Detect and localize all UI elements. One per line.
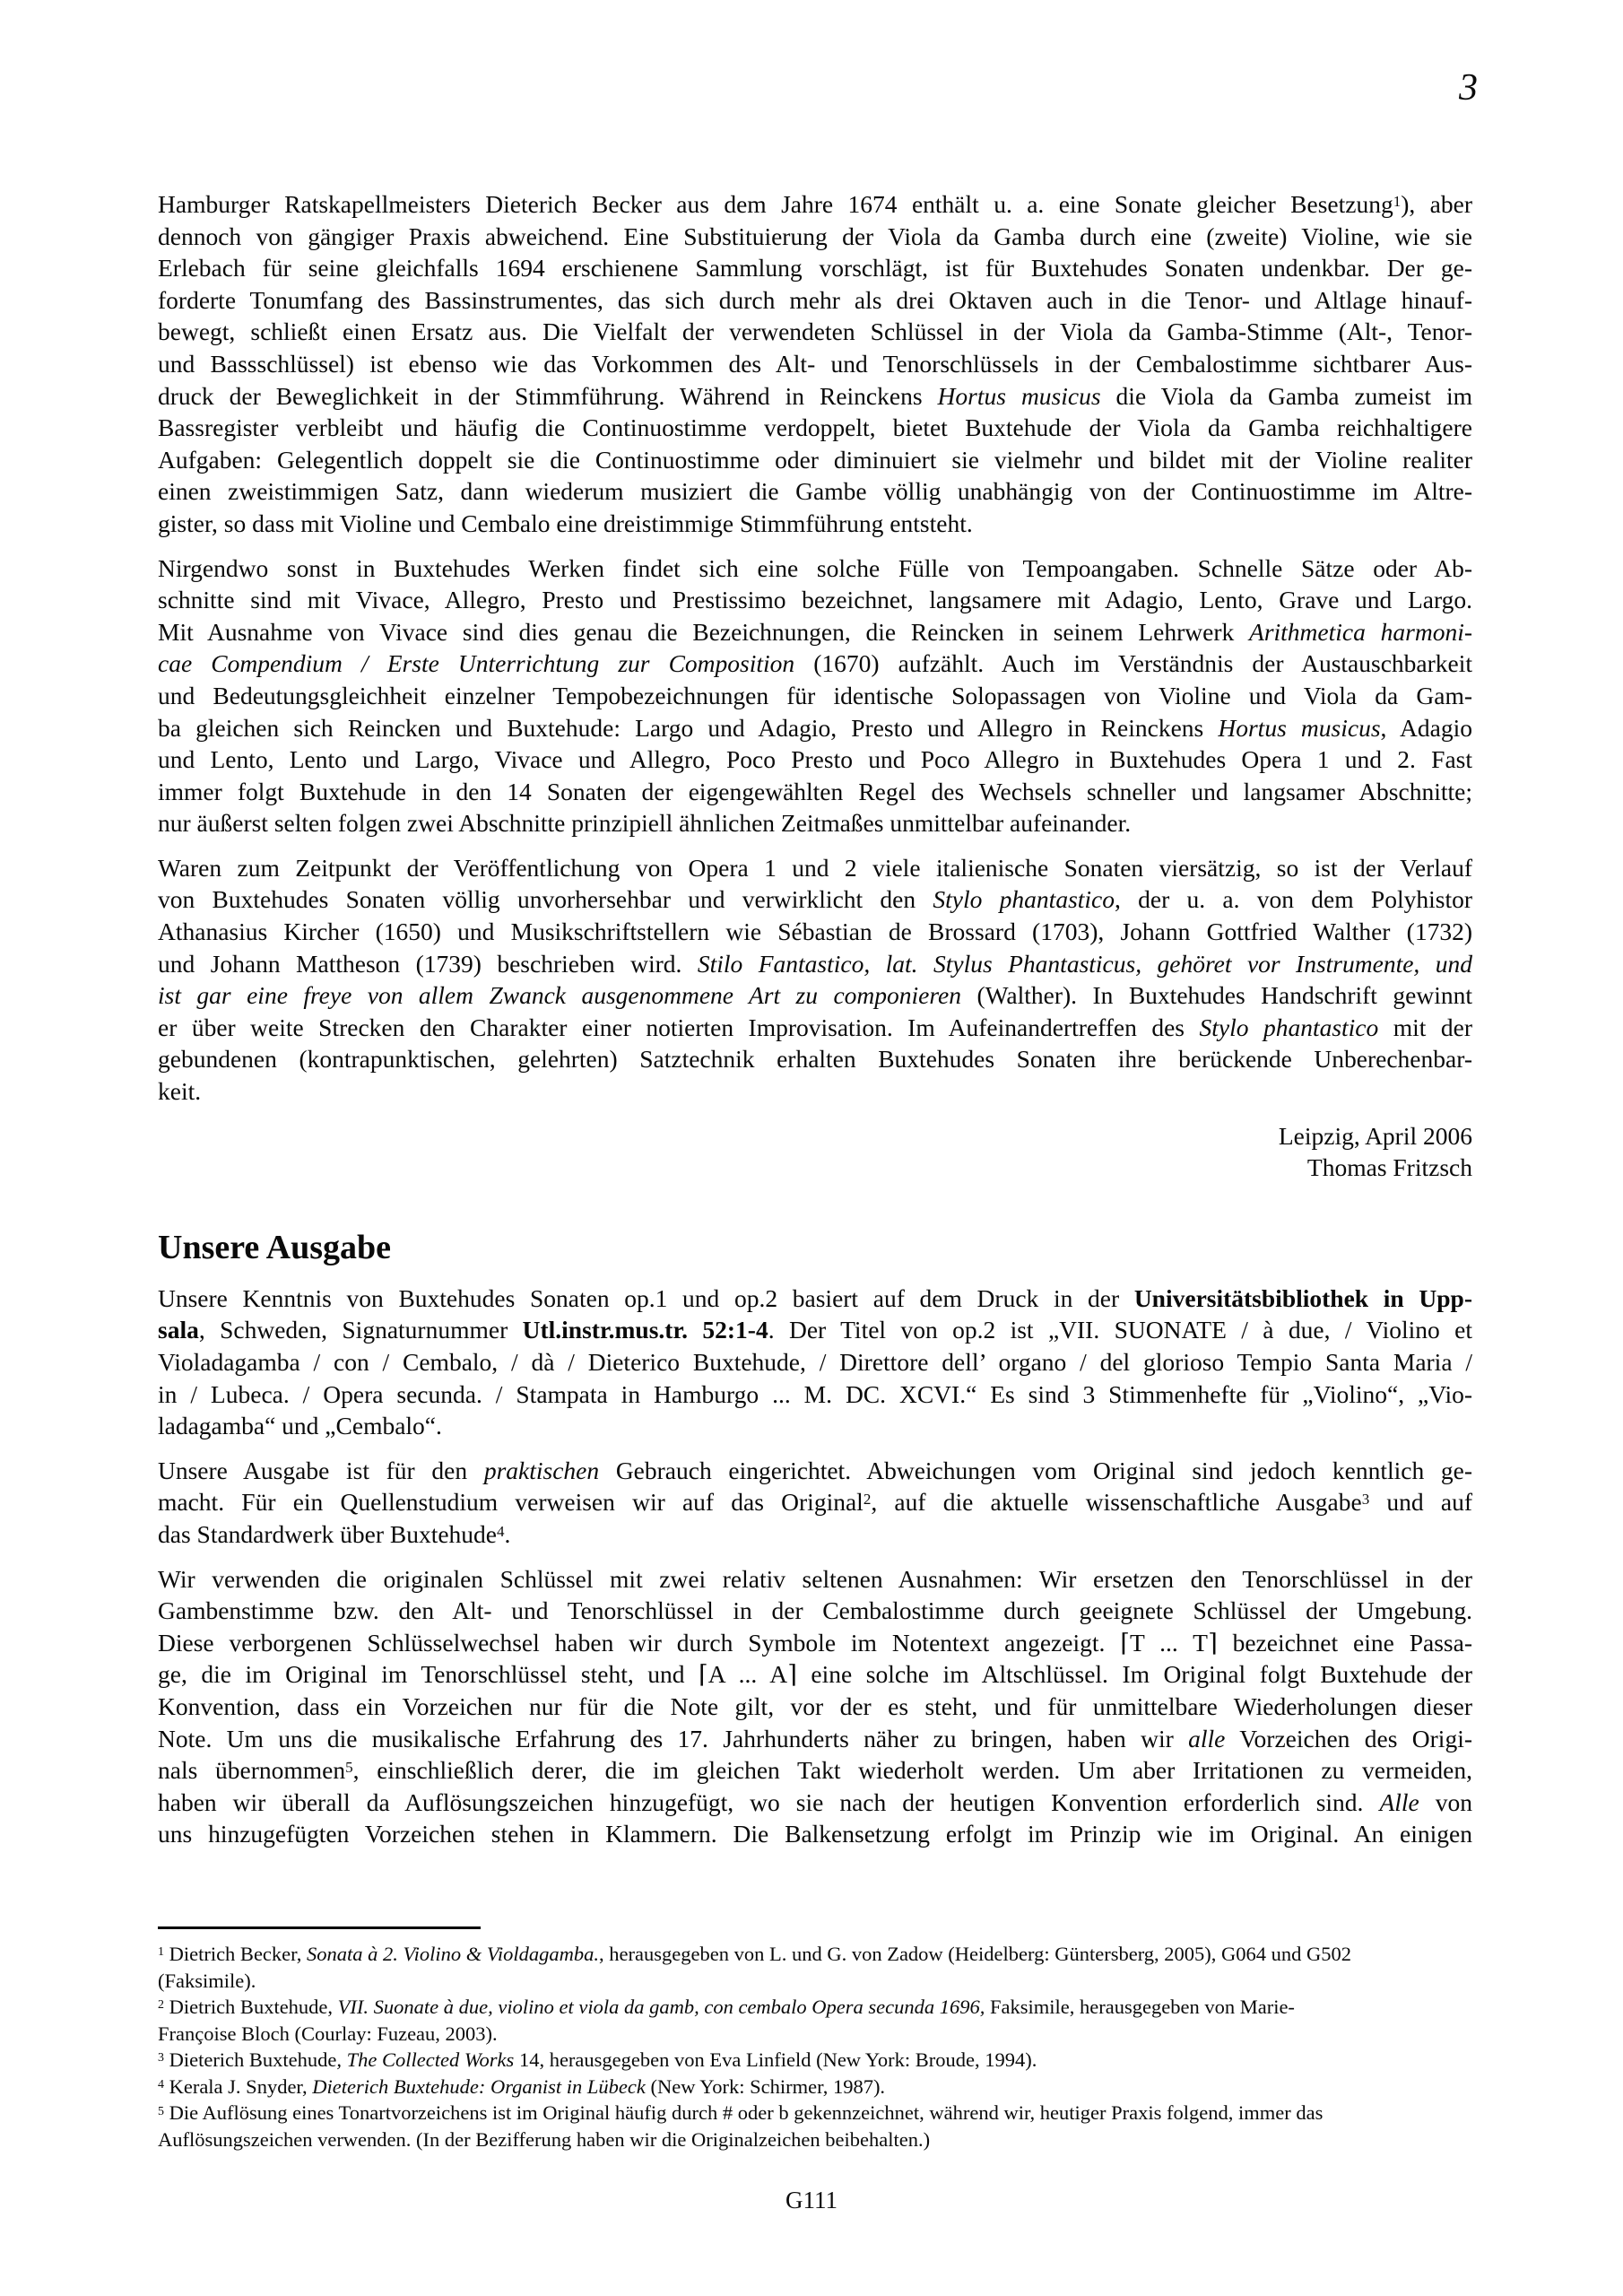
text-line [158,284,1472,317]
text-segment: , herausgegeben von L. und G. von Zadow (Heidelberg: Güntersberg, 2005), G064 und G502 [599,1942,1352,1965]
text-segment: einen zweistimmigen Satz, dann wiederum musiziert die Gambe völlig unabhängig von der Continuostimme im Altre- [158,477,1472,506]
text-line [158,188,1472,221]
text-segment: und auf [1369,1488,1473,1517]
text-segment: cae Compendium / Erste Unterrichtung zur Composition [158,649,795,678]
text-line [158,680,1472,712]
text-segment: Nirgendwo sonst in Buxtehudes Werken findet sich eine solche Fülle von Tempoangaben. Schnelle Sätze oder Ab- [158,553,1472,582]
text-segment: macht. Für ein Quellenstudium verweisen wir auf das Original [158,1488,864,1517]
text-segment: Françoise Bloch (Courlay: Fuzeau, 2003). [158,2022,498,2045]
text-segment: Dieterich Buxtehude: Organist in Lübeck [312,2074,646,2098]
text-line [158,948,1472,980]
text-segment: praktischen [483,1456,600,1484]
text-segment: alle [1188,1724,1226,1752]
text-segment: , einschließlich derer, die im gleichen Takt wiederholt werden. Um aber Irritationen zu vermeiden, [352,1756,1472,1785]
text-segment: Konvention, dass ein Vorzeichen nur für die Note gilt, vor der es steht, und für unmittelbare Wiederholungen dieser [158,1692,1472,1720]
text-segment: Arithmetica harmoni- [1249,617,1472,646]
paragraph [158,552,1472,839]
text-segment: Erlebach für seine gleichfalls 1694 erschienene Sammlung vorschlägt, ist für Buxtehudes Sonaten undenkbar. Der ge- [158,254,1472,283]
text-segment: , Schweden, Signaturnummer [198,1316,523,1344]
text-line [158,1043,1472,1075]
page-content [158,188,1472,2153]
text-segment: von Buxtehudes Sonaten völlig unvorhersehbar und verwirklicht den [158,885,933,914]
text-segment: Dietrich Becker, [163,1942,307,1965]
text-segment: Sonata à 2. Violino & Violdagamba. [307,1942,600,1965]
text-segment: Stylo phantastico [933,885,1115,914]
text-line [158,1283,1472,1315]
text-line [158,552,1472,585]
signature-name: Thomas Fritzsch [1306,1153,1472,1182]
section-paragraphs [158,1283,1472,1850]
text-line [158,584,1472,616]
text-line [158,852,1472,884]
text-line [158,744,1472,776]
text-line [158,979,1472,1012]
text-segment: sala [158,1316,199,1344]
text-line [158,1518,1472,1551]
text-segment: nur äußerst selten folgen zwei Abschnitte prinzipiell ähnlichen Zeitmaßes unmittelbar aufeinander. [158,809,1132,838]
paragraph [158,1283,1472,1442]
footnote-line [158,2074,1472,2100]
text-segment: nals übernommen [158,1756,346,1785]
footnote-ref: 3 [1361,1491,1370,1509]
text-segment: , auf die aktuelle wissenschaftliche Ausgabe [871,1488,1362,1517]
text-segment: uns hinzugefügten Vorzeichen stehen in Klammern. Die Balkensetzung erfolgt im Prinzip wie im Original. An einigen [158,1820,1472,1848]
text-segment: ba gleichen sich Reincken und Buxtehude: Largo und Adagio, Presto und Allegro in Reinckens [158,713,1219,742]
footnote-separator [158,1926,481,1929]
text-segment: Dieterich Buxtehude [163,2048,337,2072]
text-line [158,475,1472,508]
text-segment: Diese verborgenen Schlüsselwechsel haben wir durch Symbole im Notentext angezeigt. ⌈T ... T⌉ bezeichnet eine Passa- [158,1628,1472,1657]
footnote-line [158,1941,1472,1968]
text-segment: (New York: Schirmer, 1987). [645,2074,886,2098]
footnote-ref: 5 [345,1758,353,1776]
text-segment: Wir verwenden die originalen Schlüssel mit zwei relativ seltenen Ausnahmen: Wir ersetzen den Tenorschlüssel in der [158,1564,1472,1593]
text-line [158,883,1472,916]
signature-block [158,1120,1472,1184]
text-segment: Unsere Ausgabe ist für den [158,1456,484,1484]
footnote [158,2047,1472,2074]
text-segment: keit. [158,1077,202,1106]
text-segment: haben wir überall da Auflösungszeichen hinzugefügt, wo sie nach der heutigen Konvention erforderlich sind. [158,1787,1380,1816]
text-segment: in / Lubeca. / Opera secunda. / Stampata in Hamburgo ... M. DC. XCVI.“ Es sind 3 Stimmenhefte für „Violino“, „Vio- [158,1379,1472,1408]
text-line [158,508,1472,540]
text-segment: ), aber [1401,190,1472,218]
footnote-line [158,2047,1472,2074]
text-segment: Athanasius Kircher (1650) und Musikschriftstellern wie Sébastian de Brossard (1703), Johann Gottfried Walther (1732) [158,918,1472,946]
text-line [158,221,1472,253]
footnote-ref: 4 [497,1522,505,1540]
text-line [158,1075,1472,1108]
section-heading: Unsere Ausgabe [158,1228,392,1266]
text-segment: Dietrich Buxtehude, [163,1996,338,2019]
text-line [158,1455,1472,1487]
text-segment: Alle [1379,1787,1419,1816]
text-segment: druck der Beweglichkeit in der Stimmführung. Während in Reinckens [158,381,938,410]
text-segment: gebundenen (kontrapunktischen, gelehrten) Satztechnik erhalten Buxtehudes Sonaten ihre berückende Unberechenbar- [158,1045,1472,1074]
text-line [158,616,1472,648]
intro-paragraphs [158,188,1472,1108]
paragraph [158,1455,1472,1551]
text-segment: Hortus musicus [937,381,1101,410]
text-line [158,1627,1472,1659]
text-segment: Stylo phantastico [1199,1013,1379,1041]
signature-place-date: Leipzig, April 2006 [1278,1121,1472,1150]
text-segment: . [504,1519,511,1548]
footnote [158,1994,1472,2047]
text-segment: Auflösungszeichen verwenden. (In der Bezifferung haben wir die Originalzeichen beibehalten.) [158,2128,931,2152]
text-segment: Gebrauch eingerichtet. Abweichungen vom Original sind jedoch kenntlich ge- [599,1456,1472,1484]
footnotes [158,1941,1472,2153]
footnote-ref: 3 [158,2051,164,2066]
text-segment: Kerala J. Snyder, [163,2074,313,2098]
text-line [158,252,1472,284]
text-line [158,1346,1472,1378]
footnote-ref: 5 [158,2104,164,2118]
text-segment: Bassregister verbleibt und häufig die Continuostimme verdoppelt, bietet Buxtehude der Viola da Gamba reichhaltigere [158,413,1472,442]
text-segment: Mit Ausnahme von Vivace sind dies genau die Bezeichnungen, die Reincken in seinem Lehrwerk [158,617,1250,646]
text-segment: , der u. a. von dem Polyhistor [1115,885,1472,914]
text-line [158,1754,1472,1787]
text-line [158,1012,1472,1044]
text-segment: das Standardwerk über Buxtehude [158,1519,498,1548]
text-segment: mit der [1378,1013,1472,1041]
text-segment: Unsere Kenntnis von Buxtehudes Sonaten op.1 und op.2 basiert auf dem Druck in der [158,1283,1134,1312]
text-line [158,348,1472,380]
text-segment: ladagamba“ und „Cembalo“. [158,1412,442,1440]
text-segment: Note. Um uns die musikalische Erfahrung des 17. Jahrhunderts näher zu bringen, haben wir [158,1724,1189,1752]
page-number: 3 [1459,67,1478,109]
text-segment: Hortus musicus [1218,713,1381,742]
text-segment: Vorzeichen des Origi- [1225,1724,1472,1752]
text-segment: und Lento, Lento und Largo, Vivace und Allegro, Poco Presto und Poco Allegro in Buxtehudes Opera 1 und 2. Fast [158,745,1472,774]
text-segment: VII. Suonate à due, violino et viola da gamb, con cembalo Opera secunda 1696, [337,1996,985,2019]
text-line [158,1723,1472,1755]
text-segment: (1670) aufzählt. Auch im Verständnis der Austauschbarkeit [794,649,1473,678]
text-segment: (Faksimile). [158,1969,256,1992]
text-line [158,648,1472,680]
text-segment: Hamburger Ratskapellmeisters Dieterich Becker aus dem Jahre 1674 enthält u. a. eine Sonate gleicher Besetzung [158,190,1393,218]
text-line [158,316,1472,348]
text-segment: gister, so dass mit Violine und Cembalo eine dreistimmige Stimmführung entsteht. [158,509,973,537]
footnote [158,2100,1472,2152]
text-segment: schnitte sind mit Vivace, Allegro, Presto und Prestissimo bezeichnet, langsamere mit Adagio, Lento, Grave und Largo. [158,586,1472,614]
text-line [158,916,1472,948]
text-segment: und Bedeutungsgleichheit einzelner Tempobezeichnungen für identische Solopassagen von Violine und Viola da Gam- [158,681,1472,709]
footnote [158,2074,1472,2100]
text-line [158,1486,1472,1518]
text-segment: Violadagamba / con / Cembalo, / dà / Dieterico Buxtehude, / Direttore dell’ organo / del glorioso Tempio Santa Maria / [158,1348,1472,1376]
text-line [158,1314,1472,1346]
text-line [158,1787,1472,1819]
page-footer: G111 [785,2187,838,2213]
text-line [158,807,1472,839]
text-line [158,1595,1472,1627]
text-line [158,776,1472,808]
text-segment: . Der Titel von op.2 ist „VII. SUONATE / à due, / Violino et [768,1316,1473,1344]
footnote-line [158,2021,1472,2048]
text-segment: ge, die im Original im Tenorschlüssel steht, und ⌈A ... A⌉ eine solche im Altschlüssel. Im Original folgt Buxtehude der [158,1660,1472,1689]
text-segment: und Johann Mattheson (1739) beschrieben wird. [158,949,698,978]
paragraph [158,852,1472,1108]
text-segment: die Viola da Gamba zumeist im [1100,381,1473,410]
footnote-ref: 1 [158,1945,164,1960]
text-segment: Universitätsbibliothek in Upp- [1133,1283,1472,1312]
footnote-ref: 2 [863,1491,872,1509]
text-segment: bewegt, schließt einen Ersatz aus. Die Vielfalt der verwendeten Schlüssel in der Viola da Gamba-Stimme (Alt-, Tenor- [158,317,1472,346]
text-segment: Faksimile, herausgegeben von Marie- [985,1996,1295,2019]
text-segment: ist gar eine freye von allem Zwanck ausgenommene Art zu componieren [158,981,962,1010]
text-segment: von [1419,1787,1473,1816]
text-segment: , The Collected Works [336,2048,515,2072]
text-line [158,1691,1472,1723]
text-segment: dennoch von gängiger Praxis abweichend. Eine Substituierung der Viola da Gamba durch eine (zweite) Violine, wie sie [158,222,1472,250]
text-segment: Utl.instr.mus.tr. 52:1-4 [522,1316,768,1344]
text-line [158,444,1472,476]
text-line [158,1658,1472,1691]
footnote-line [158,1968,1472,1995]
text-segment: er über weite Strecken den Charakter einer notierten Improvisation. Im Aufeinandertreffen des [158,1013,1200,1041]
footnote-ref: 2 [158,1998,164,2013]
footnote-line [158,2100,1472,2126]
text-segment: immer folgt Buxtehude in den 14 Sonaten der eigengewählten Regel des Wechsels schneller und langsamer Abschnitte; [158,777,1472,805]
text-segment: Aufgaben: Gelegentlich doppelt sie die Continuostimme oder diminuiert sie vielmehr und bildet mit der Violine realiter [158,445,1472,474]
text-line [158,712,1472,744]
text-segment: Waren zum Zeitpunkt der Veröffentlichung von Opera 1 und 2 viele italienische Sonaten viersätzig, so ist der Verlauf [158,853,1472,882]
text-line [158,1563,1472,1596]
text-line [158,1410,1472,1442]
text-segment: Gambenstimme bzw. den Alt- und Tenorschlüssel in der Cembalostimme durch geeignete Schlüssel der Umgebung. [158,1596,1472,1625]
text-segment: 14, herausgegeben von Eva Linfield (New York: Broude, 1994). [514,2048,1037,2072]
footnote [158,1941,1472,1994]
text-segment: , Adagio [1380,713,1472,742]
footnote-line [158,1994,1472,2021]
text-segment: forderte Tonumfang des Bassinstrumentes, das sich durch mehr als drei Oktaven auch in die Tenor- und Altlage hinauf- [158,285,1472,314]
text-line [158,412,1472,444]
paragraph [158,188,1472,540]
footnote-ref: 1 [1393,192,1402,210]
footnote-ref: 4 [158,2078,164,2092]
text-segment: Stilo Fantastico, lat. Stylus Phantasticus, gehöret vor Instrumente, und [697,949,1472,978]
text-segment: Die Auflösung eines Tonartvorzeichens ist im Original häufig durch # oder b gekennzeichnet, während wir, heutiger Praxis folgend, immer das [163,2101,1324,2125]
text-line [158,380,1472,413]
text-segment: und Bassschlüssel) ist ebenso wie das Vorkommen des Alt- und Tenorschlüssels in der Cembalostimme sichtbarer Aus- [158,349,1472,378]
paragraph [158,1563,1472,1850]
text-line [158,1818,1472,1850]
text-line [158,1378,1472,1411]
footnote-line [158,2126,1472,2153]
text-segment: (Walther). In Buxtehudes Handschrift gewinnt [961,981,1473,1010]
